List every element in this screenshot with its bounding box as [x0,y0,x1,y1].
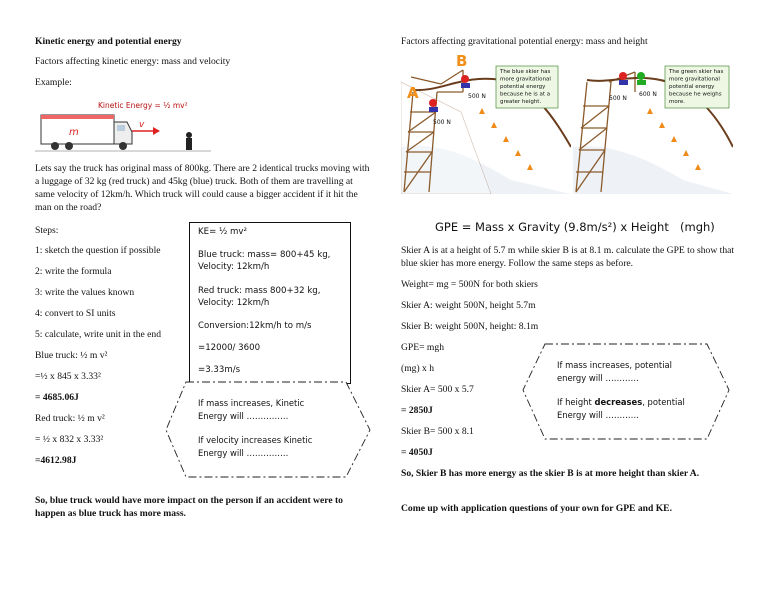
svg-text:more gravitational: more gravitational [500,76,551,83]
velocity-symbol: v [139,120,145,130]
decreases-word: decreases [594,397,643,407]
gpe-question-hexagon [521,342,733,442]
callout-box [665,66,729,108]
gpe-result-a: = 2850J [401,405,433,416]
gpe-formula: GPE = Mass x Gravity (9.8m/s²) x Height [435,220,669,234]
skier-icon [461,75,470,88]
skier-b-label: B [456,52,468,70]
blue-truck-result: = 4685.06J [35,392,79,403]
gpe-hex-line-1: If mass increases, potential [557,360,673,370]
svg-text:more gravitational: more gravitational [669,76,720,83]
ke-box-conversion-step: =12000/ 3600 [198,343,261,353]
ke-factors-text: Factors affecting kinetic energy: mass and velocity [35,56,231,67]
gpe-line-weight: Weight= mg = 500N for both skiers [401,279,538,290]
gpe-line-formula: GPE= mgh [401,342,444,353]
step-1: 1: sketch the question if possible [35,245,161,256]
skier-a-label: A [407,84,419,102]
ski-jump-mass-illustration [573,62,733,194]
ke-hex-line-2: Energy will …………… [198,411,289,421]
step-4: 4: convert to SI units [35,308,116,319]
step-5: 5: calculate, write unit in the end [35,329,162,340]
svg-text:The blue skier has: The blue skier has [500,69,551,75]
red-truck-result: =4612.98J [35,455,77,466]
gpe-conclusion: So, Skier B has more energy as the skier B is at more height than skier A. [401,468,700,479]
gpe-line-mg: (mg) x h [401,363,435,374]
svg-text:because he is at a: because he is at a [500,91,551,98]
svg-text:potential energy: potential energy [500,84,546,90]
ke-box-conversion: Conversion:12km/h to m/s [198,321,312,331]
ke-formula-label: Kinetic Energy = ½ mv² [98,101,188,110]
cone-markers [479,108,533,170]
truck-illustration [35,94,215,156]
ke-hex-line-3: If velocity increases Kinetic [198,435,313,445]
truck-icon [35,115,211,151]
truck-conclusion: So, blue truck would have more impact on the person if an accident were to happen as blue truck has more mass. [35,495,343,519]
steps-heading: Steps: [35,225,59,236]
ke-box-conversion-result: =3.33m/s [198,365,241,375]
example-label: Example: [35,77,72,88]
application-prompt: Come up with application questions of your own for GPE and KE. [401,503,672,514]
ke-box-red-velocity: Velocity: 12km/h [198,298,270,308]
blue-truck-calc: =½ x 845 x 3.33² [35,371,101,382]
gpe-hex-line-2: energy will ………… [557,373,639,383]
ke-hex-line-4: Energy will …………… [198,448,289,458]
gpe-formula-short: (mgh) [680,220,715,234]
ke-question-hexagon [164,380,374,480]
ke-box-red-mass: Red truck: mass 800+32 kg, [198,286,321,296]
svg-text:because he weighs: because he weighs [669,91,722,98]
cone-markers [647,108,701,170]
ke-box-blue-mass: Blue truck: mass= 800+45 kg, [198,250,331,260]
svg-text:greater height.: greater height. [500,99,542,105]
person-icon [186,132,192,150]
ke-values-box [189,222,351,384]
ski-jump-height-illustration [401,52,571,194]
page-title: Kinetic energy and potential energy [35,36,182,47]
red-truck-calc: = ½ x 832 x 3.33² [35,434,104,445]
gpe-line-a-calc: Skier A= 500 x 5.7 [401,384,474,395]
gpe-line-skier-a: Skier A: weight 500N, height 5.7m [401,300,536,311]
gpe-factors-text: Factors affecting gravitational potential energy: mass and height [401,36,648,47]
weight-label: 500 N [433,119,451,126]
svg-text:potential energy: potential energy [669,84,715,90]
weight-label: 500 N [609,95,627,102]
svg-text:more.: more. [669,99,685,105]
mass-symbol: m [69,127,79,138]
svg-text:The green skier has: The green skier has [669,69,724,75]
ke-hex-line-1: If mass increases, Kinetic [198,398,305,408]
ke-box-blue-velocity: Velocity: 12km/h [198,262,270,272]
gpe-problem: Skier A is at a height of 5.7 m while skier B is at 8.1 m. calculate the GPE to show that blue skier has more energy. Follow the same steps as before. [401,245,735,269]
blue-truck-formula: Blue truck: ½ m v² [35,350,108,361]
callout-box [496,66,558,108]
gpe-hex-line-4: Energy will ………… [557,410,639,420]
step-2: 2: write the formula [35,266,112,277]
gpe-line-skier-b: Skier B: weight 500N, height: 8.1m [401,321,539,332]
weight-label: 500 N [468,93,486,100]
gpe-line-b-calc: Skier B= 500 x 8.1 [401,426,474,437]
red-truck-formula: Red truck: ½ m v² [35,413,105,424]
truck-question: Lets say the truck has original mass of 800kg. There are 2 identical trucks moving with a luggage of 32 kg (red truck) and 45kg (blue) truck. Both of them are travelling at same velocity of 12km/h. Which truck will could cause a bigger accident if it hit the man on the road? [35,163,370,213]
ke-box-formula: KE= ½ mv² [198,227,247,237]
step-3: 3: write the values known [35,287,135,298]
gpe-hex-line-3: If height decreases, potential [557,397,685,407]
weight-label: 600 N [639,91,657,98]
gpe-result-b: = 4050J [401,447,433,458]
